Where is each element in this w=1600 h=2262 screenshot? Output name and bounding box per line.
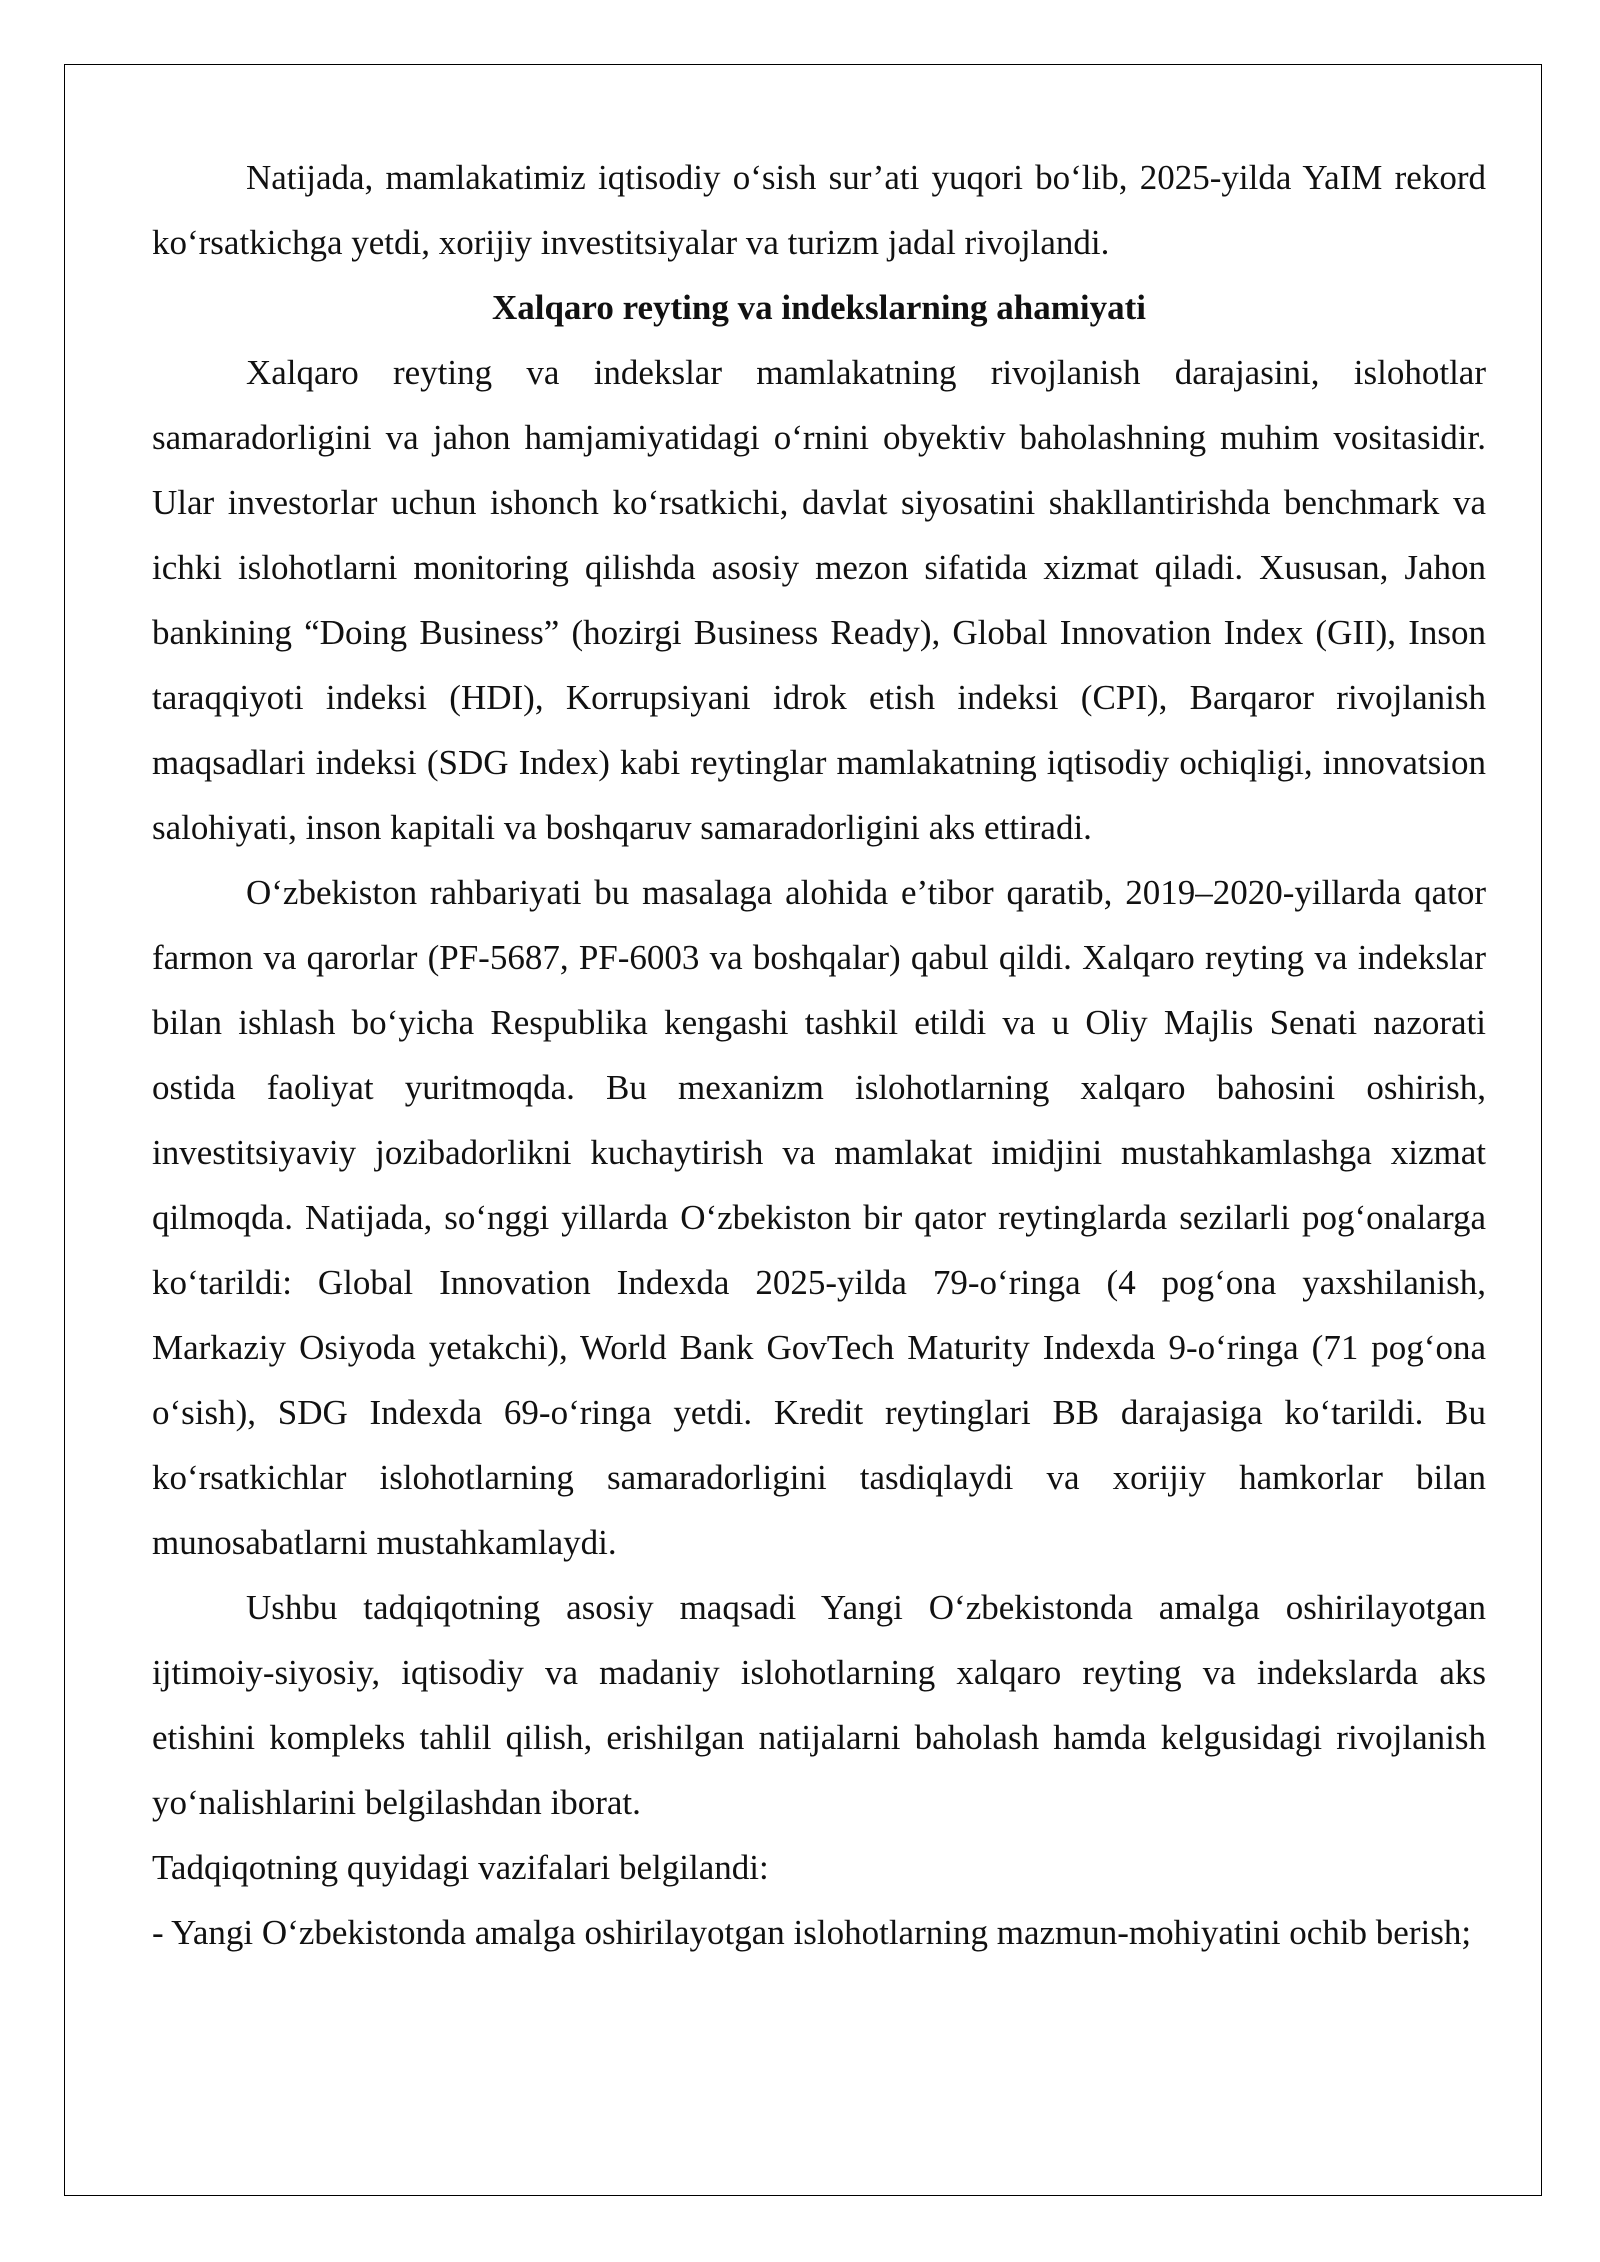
- section-heading: Xalqaro reyting va indekslarning ahamiyati: [491, 288, 1147, 327]
- document-body: [152, 145, 1486, 1965]
- paragraph-result: Natijada, mamlakatimiz iqtisodiy o‘sish sur’ati yuqori bo‘lib, 2025-yilda YaIM rekord ko‘rsatkichga yetdi, xorijiy investitsiyalar va turizm jadal rivojlandi.: [152, 158, 1486, 262]
- paragraph-research-goal: Ushbu tadqiqotning asosiy maqsadi Yangi O‘zbekistonda amalga oshirilayotgan ijtimoiy-siyosiy, iqtisodiy va madaniy islohotlarning xalqaro reyting va indekslarda aks etishini kompleks tahlil qilish, erishilgan natijalarni baholash hamda kelgusidagi rivojlanish yo‘nalishlarini belgilashdan iborat.: [152, 1588, 1486, 1822]
- paragraph-ratings-importance: Xalqaro reyting va indekslar mamlakatning rivojlanish darajasini, islohotlar samaradorligini va jahon hamjamiyatidagi o‘rnini obyektiv baholashning muhim vositasidir. Ular investorlar uchun ishonch ko‘rsatkichi, davlat siyosatini shakllantirishda benchmark va ichki islohotlarni monitoring qilishda asosiy mezon sifatida xizmat qiladi. Xususan, Jahon bankining “Doing Business” (hozirgi Business Ready), Global Innovation Index (GII), Inson taraqqiyoti indeksi (HDI), Korrupsiyani idrok etish indeksi (CPI), Barqaror rivojlanish maqsadlari indeksi (SDG Index) kabi reytinglar mamlakatning iqtisodiy ochiqligi, innovatsion salohiyati, inson kapitali va boshqaruv samaradorligini aks ettiradi.: [152, 353, 1486, 847]
- list-item-task-1: - Yangi O‘zbekistonda amalga oshirilayotgan islohotlarning mazmun-mohiyatini ochib berish;: [152, 1913, 1472, 1952]
- paragraph-tasks-intro: Tadqiqotning quyidagi vazifalari belgilandi:: [152, 1848, 769, 1887]
- paragraph-uzbekistan-progress: O‘zbekiston rahbariyati bu masalaga alohida e’tibor qaratib, 2019–2020-yillarda qator farmon va qarorlar (PF-5687, PF-6003 va boshqalar) qabul qildi. Xalqaro reyting va indekslar bilan ishlash bo‘yicha Respublika kengashi tashkil etildi va u Oliy Majlis Senati nazorati ostida faoliyat yuritmoqda. Bu mexanizm islohotlarning xalqaro bahosini oshirish, investitsiyaviy jozibadorlikni kuchaytirish va mamlakat imidjini mustahkamlashga xizmat qilmoqda. Natijada, so‘nggi yillarda O‘zbekiston bir qator reytinglarda sezilarli pog‘onalarga ko‘tarildi: Global Innovation Indexda 2025-yilda 79-o‘ringa (4 pog‘ona yaxshilanish, Markaziy Osiyoda yetakchi), World Bank GovTech Maturity Indexda 9-o‘ringa (71 pog‘ona o‘sish), SDG Indexda 69-o‘ringa yetdi. Kredit reytinglari BB darajasiga ko‘tarildi. Bu ko‘rsatkichlar islohotlarning samaradorligini tasdiqlaydi va xorijiy hamkorlar bilan munosabatlarni mustahkamlaydi.: [152, 873, 1486, 1562]
